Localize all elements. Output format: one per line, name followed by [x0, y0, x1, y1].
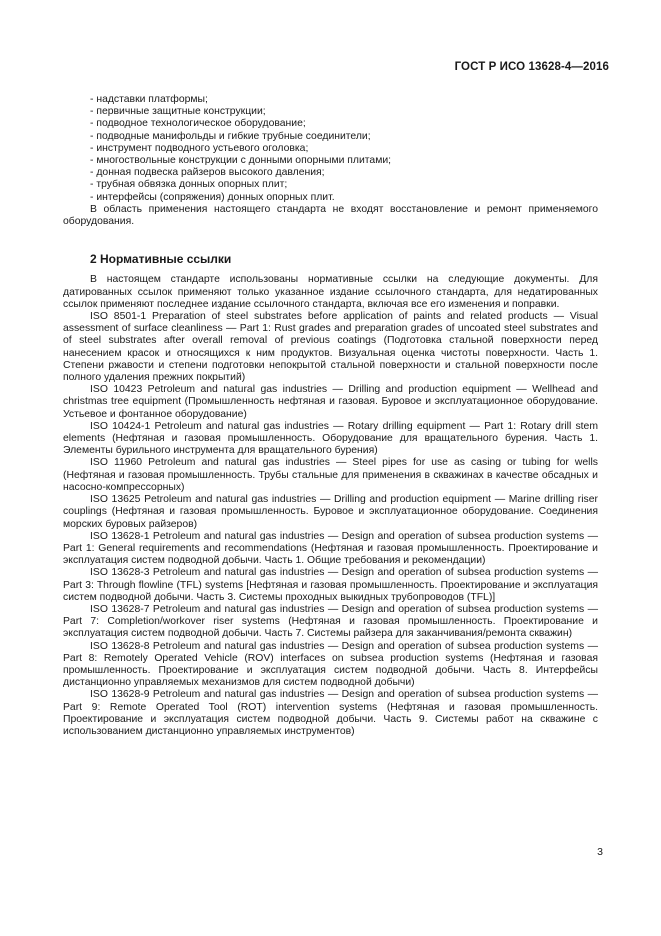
references-list: [63, 311, 598, 738]
reference-item: ISO 10424-1 Petroleum and natural gas industries — Rotary drilling equipment — Part 1: Rotary drill stem elements (Нефтяная и газовая промышленность. Оборудование для вращательного бурения. Часть 1. Элементы бурильного инструмента для вращательного бурения): [63, 420, 598, 457]
page-number: 3: [597, 846, 603, 858]
list-item: - трубная обвязка донных опорных плит;: [90, 179, 288, 191]
scope-exclusion-paragraph: В область применения настоящего стандарта не входят восстановление и ремонт применяемого оборудования.: [63, 203, 598, 228]
section-title: 2 Нормативные ссылки: [90, 252, 232, 267]
reference-item: ISO 13625 Petroleum and natural gas industries — Drilling and production equipment — Marine drilling riser couplings (Нефтяная и газовая промышленность. Буровое и эксплуатационное оборудование. Соединения морских буровых райзеров): [63, 494, 598, 530]
reference-item: ISO 8501-1 Preparation of steel substrates before application of paints and related products — Visual assessment of surface cleanliness — Part 1: Rust grades and preparation grades of uncoated steel substrates and of steel substrates after overall removal of previous coatings (Подготовка стальной поверхности перед нанесением красок и относящихся к ним продуктов. Визуальная оценка чистоты поверхности. Часть 1. Степени ржавости и степени подготовки непокрытой стальной поверхности и стальной поверхности после полного удаления прежних покрытий): [63, 311, 598, 384]
list-item: - донная подвеска райзеров высокого давления;: [90, 167, 325, 179]
scope-list: [63, 94, 598, 204]
reference-item: ISO 13628-3 Petroleum and natural gas industries — Design and operation of subsea production systems — Part 3: Through flowline (TFL) systems [Нефтяная и газовая промышленность. Проектирование и эксплуатация систем подводной добычи. Часть 3. Системы проходных выкидных трубопроводов (TFL)]: [63, 567, 598, 603]
standard-code-header: ГОСТ Р ИСО 13628-4—2016: [454, 61, 609, 73]
list-item: - подводные манифольды и гибкие трубные соединители;: [90, 130, 371, 142]
page-body: [63, 94, 598, 738]
list-item: - инструмент подводного устьевого оголовка;: [90, 142, 309, 154]
references-intro-paragraph: В настоящем стандарте использованы нормативные ссылки на следующие документы. Для датированных ссылок применяют только указанное издание ссылочного стандарта, для недатированных ссылок применяют последнее издание ссылочного стандарта, включая все его изменения и поправки.: [63, 274, 598, 310]
list-item: - подводное технологическое оборудование;: [90, 118, 306, 130]
reference-item: ISO 11960 Petroleum and natural gas industries — Steel pipes for use as casing or tubing for wells (Нефтяная и газовая промышленность. Трубы стальные для применения в скважинах в качестве обсадных и насосно-компрессорных): [63, 457, 598, 493]
list-item: - надставки платформы;: [90, 94, 208, 105]
reference-item: ISO 10423 Petroleum and natural gas industries — Drilling and production equipment — Wellhead and christmas tree equipment (Промышленность нефтяная и газовая. Буровое и эксплуатационное оборудование. Устьевое и фонтанное оборудование): [63, 384, 598, 420]
reference-item: ISO 13628-7 Petroleum and natural gas industries — Design and operation of subsea production systems — Part 7: Completion/workover riser systems (Нефтяная и газовая промышленность. Проектирование и эксплуатация систем подводной добычи. Часть 7. Системы райзера для заканчивания/ремонта скважин): [63, 603, 598, 640]
list-item: - многоствольные конструкции с донными опорными плитами;: [90, 155, 392, 167]
reference-item: ISO 13628-9 Petroleum and natural gas industries — Design and operation of subsea production systems — Part 9: Remote Operated Tool (ROT) intervention systems (Нефтяная и газовая промышленность. Проектирование и эксплуатация систем подводной добычи. Часть 9. Системы работ на скважине с использованием дистанционно управляемых инструментов): [63, 689, 598, 737]
reference-item: ISO 13628-8 Petroleum and natural gas industries — Design and operation of subsea production systems — Part 8: Remotely Operated Vehicle (ROV) interfaces on subsea production systems (Нефтяная и газовая промышленность. Проектирование и эксплуатация систем подводной добычи. Часть 8. Интерфейсы дистанционно управляемых механизмов для систем подводной добычи): [63, 640, 598, 689]
list-item: - интерфейсы (сопряжения) донных опорных плит.: [90, 191, 335, 203]
reference-item: ISO 13628-1 Petroleum and natural gas industries — Design and operation of subsea production systems — Part 1: General requirements and recommendations (Нефтяная и газовая промышленность. Проектирование и эксплуатация систем подводной добычи. Часть 1. Общие требования и рекомендации): [63, 530, 598, 567]
list-item: - первичные защитные конструкции;: [90, 106, 266, 118]
